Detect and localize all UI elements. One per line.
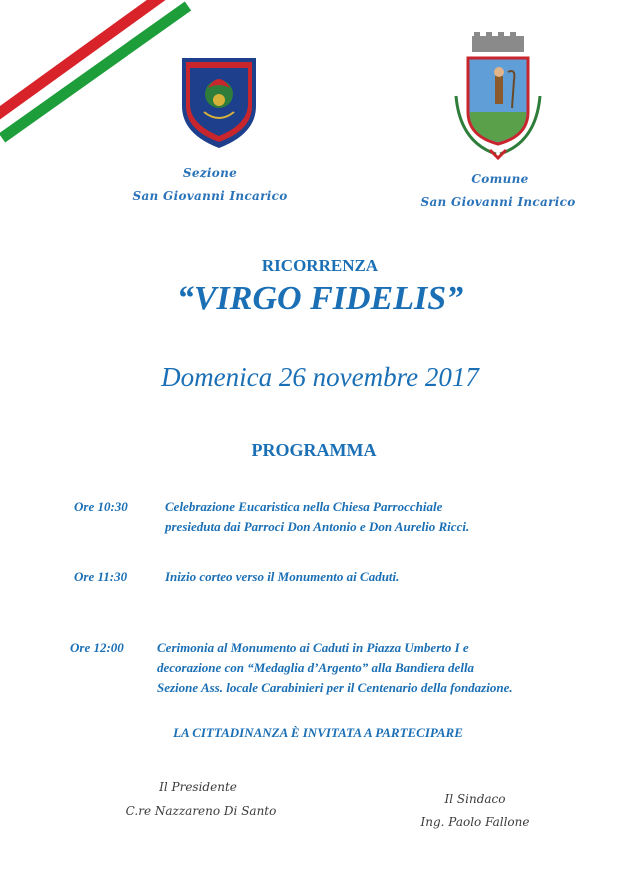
- italian-flag-ribbon-icon: [0, 0, 200, 150]
- program-line: Inizio corteo verso il Monumento ai Caduti.: [165, 569, 400, 584]
- event-date: Domenica 26 novembre 2017: [161, 362, 479, 392]
- program-time: Ore 11:30: [74, 569, 128, 584]
- program-description: [165, 497, 469, 537]
- program-time: Ore 12:00: [70, 640, 124, 655]
- invitation-text: LA CITTADINANZA È INVITATA A PARTECIPARE: [173, 725, 463, 740]
- right-org-line1: Comune: [471, 172, 529, 186]
- event-occasion: RICORRENZA: [261, 256, 379, 275]
- program-description: [157, 638, 513, 698]
- program-line: Sezione Ass. locale Carabinieri per il Centenario della fondazione.: [157, 680, 513, 695]
- program-time: Ore 10:30: [74, 499, 128, 514]
- president-role: Il Presidente: [159, 780, 237, 794]
- municipal-coat-of-arms-icon: [450, 32, 546, 164]
- program-description: [165, 567, 399, 587]
- mayor-name: Ing. Paolo Fallone: [420, 815, 530, 829]
- carabinieri-shield-icon: [178, 54, 260, 150]
- left-org-line2: San Giovanni Incarico: [132, 189, 288, 203]
- left-org-line1: Sezione: [182, 166, 238, 180]
- program-line: decorazione con “Medaglia d’Argento” alla Bandiera della: [157, 660, 475, 675]
- program-line: presieduta dai Parroci Don Antonio e Don Aurelio Ricci.: [165, 519, 470, 534]
- president-name: C.re Nazzareno Di Santo: [125, 804, 277, 818]
- program-heading: PROGRAMMA: [251, 440, 377, 460]
- right-org-line2: San Giovanni Incarico: [420, 195, 576, 209]
- mayor-role: Il Sindaco: [444, 792, 506, 806]
- program-line: Celebrazione Eucaristica nella Chiesa Parrocchiale: [165, 499, 443, 514]
- program-line: Cerimonia al Monumento ai Caduti in Piazza Umberto I e: [157, 640, 469, 655]
- event-title: “VIRGO FIDELIS”: [176, 280, 464, 317]
